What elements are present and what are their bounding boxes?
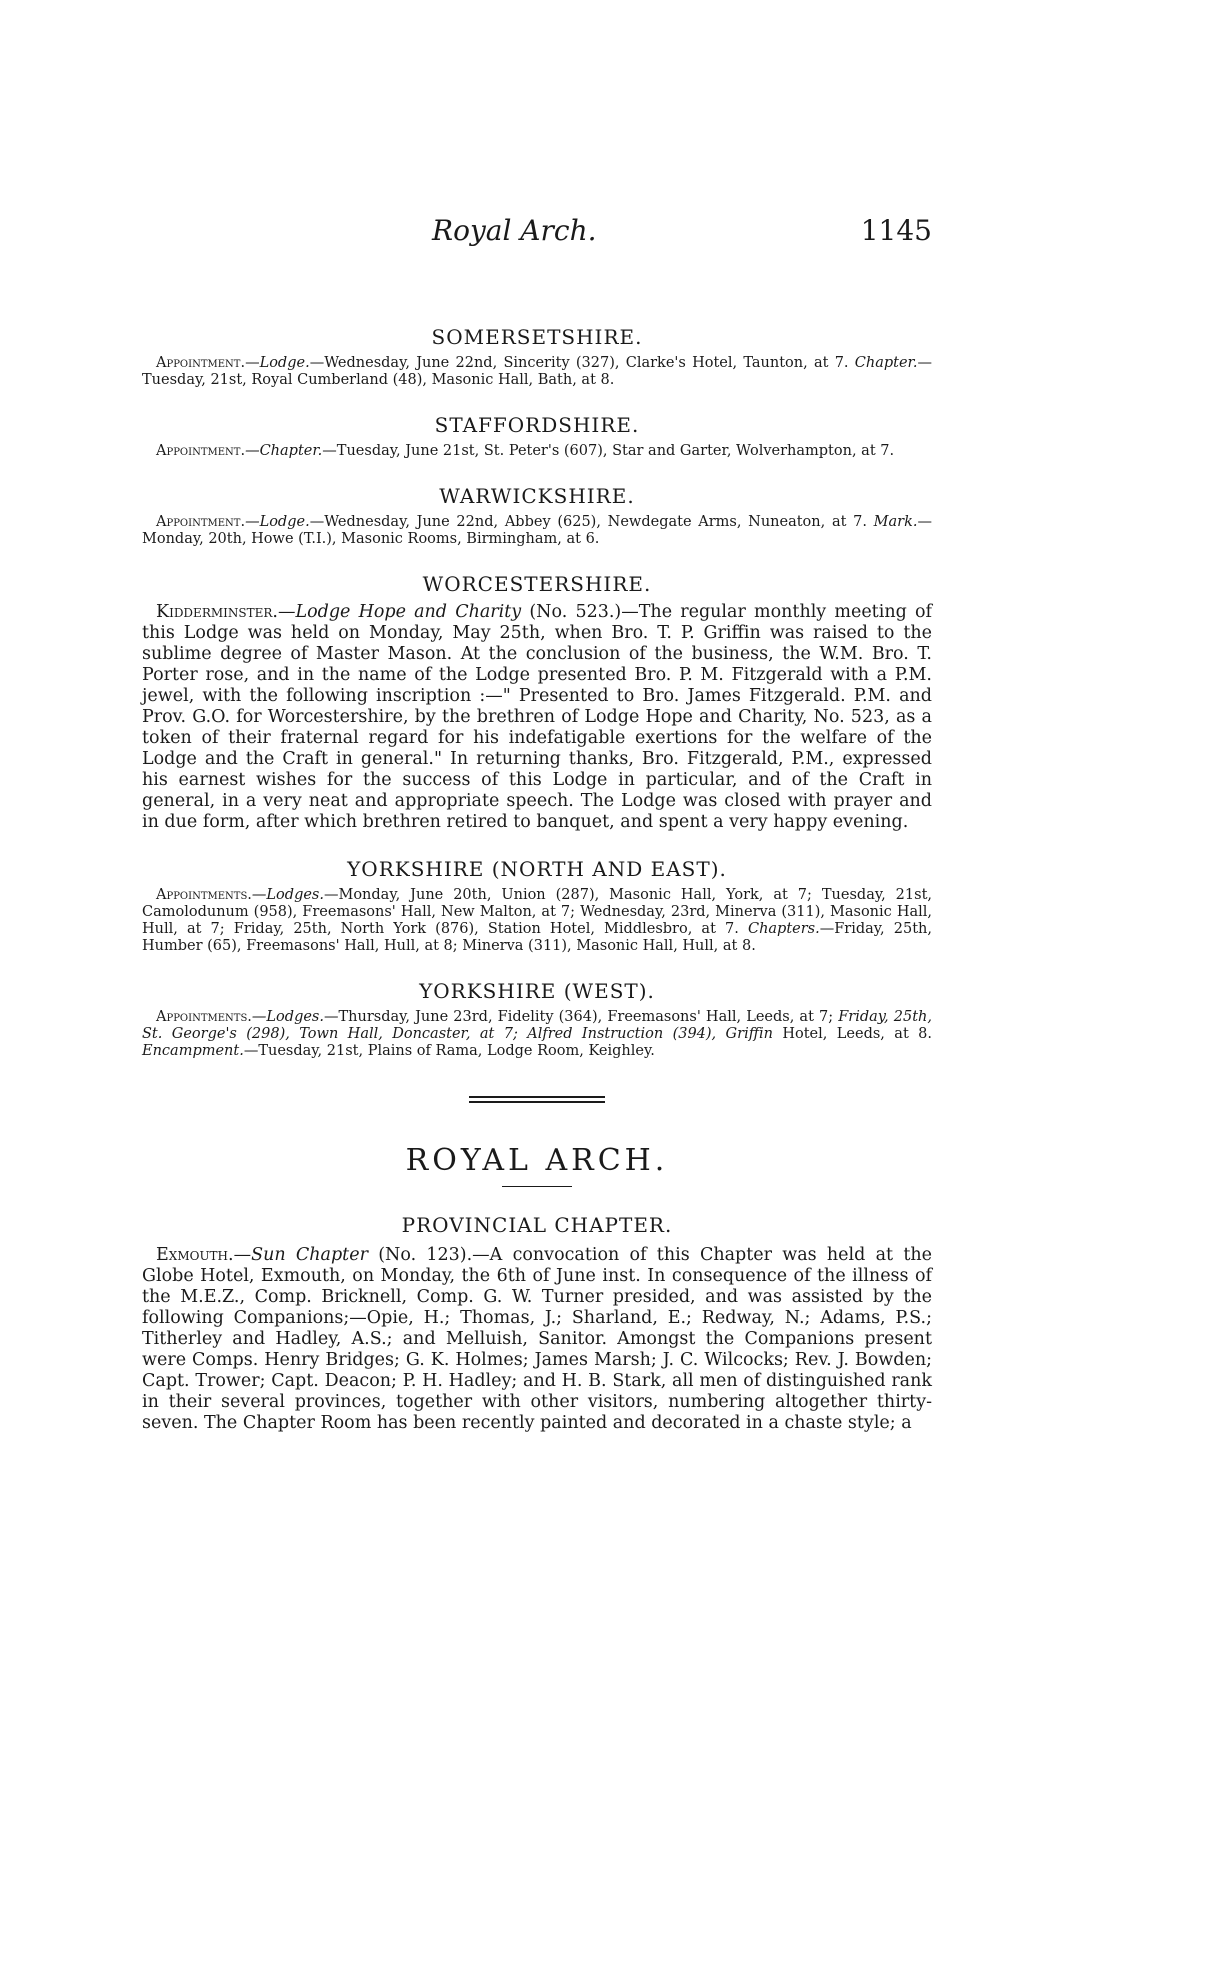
lead-word: Exmouth.	[156, 1245, 234, 1265]
lead-word: Appointments.	[156, 887, 252, 903]
italic-label: —Lodges.	[251, 1009, 324, 1025]
italic-label: —Chapter.	[245, 443, 323, 459]
divider-line	[469, 1096, 605, 1098]
paragraph-warwickshire	[142, 514, 932, 548]
paragraph-yorkshire-north-east	[142, 887, 932, 955]
running-title: Royal Arch.	[432, 214, 597, 247]
text: —Friday, 25th, Humber (65), Freemasons' Hall, Hull, at 8; Minerva (311), Masonic Hall, Hull, at 8.	[142, 921, 932, 954]
heading-royal-arch: ROYAL ARCH.	[405, 1143, 669, 1178]
italic-label: Lodge.	[259, 355, 310, 371]
heading-warwickshire: WARWICKSHIRE.	[439, 484, 635, 508]
paragraph-worcestershire	[142, 602, 932, 833]
text: —Tuesday, June 21st, St. Peter's (607), Star and Garter, Wolverhampton, at 7.	[322, 443, 895, 459]
heading-staffordshire: STAFFORDSHIRE.	[434, 413, 640, 437]
text: —Monday, 20th, Howe (T.I.), Masonic Rooms, Birmingham, at 6.	[142, 514, 932, 547]
heading-worcestershire: WORCESTERSHIRE.	[422, 572, 652, 596]
content	[142, 325, 932, 1458]
text: —Wednesday, June 22nd, Sincerity (327), Clarke's Hotel, Taunton, at 7.	[309, 355, 855, 371]
italic-label: Encampment.	[142, 1043, 244, 1059]
paragraph-staffordshire	[142, 443, 932, 460]
text: —Wednesday, June 22nd, Abbey (625), Newdegate Arms, Nuneaton, at 7.	[309, 514, 874, 530]
text: —	[245, 355, 260, 371]
text: —Tuesday, 21st, Plains of Rama, Lodge Room, Keighley.	[243, 1043, 655, 1059]
italic-text: Friday, 25th, St. George's (298), Town Hall, Doncaster, at 7; Alfred Instruction (394), Griffin	[142, 1009, 932, 1042]
heading-yorkshire-north-east: YORKSHIRE (NORTH AND EAST).	[347, 857, 727, 881]
italic-label: Mark.	[873, 514, 918, 530]
paragraph-exmouth	[142, 1245, 932, 1434]
heading-underline	[502, 1186, 572, 1187]
italic-label: —Lodges.	[251, 887, 324, 903]
heading-somersetshire: SOMERSETSHIRE.	[431, 325, 643, 349]
lead-word: Appointment.	[156, 514, 246, 530]
lead-word: Appointments.	[156, 1009, 252, 1025]
paragraph-somersetshire	[142, 355, 932, 389]
italic-label: Chapter.	[854, 355, 918, 371]
divider-line	[469, 1101, 605, 1103]
text: —Tuesday, 21st, Royal Cumberland (48), Masonic Hall, Bath, at 8.	[142, 355, 932, 388]
text: —Thursday, June 23rd, Fidelity (364), Freemasons' Hall, Leeds, at 7;	[323, 1009, 839, 1025]
text: (No. 123).—A convocation of this Chapter was held at the Globe Hotel, Exmouth, on Monday, the 6th of June inst. In consequence of the illness of the M.E.Z., Comp. Bricknell, Comp. G. W. Turner presided, and was assisted by the following Companions;—Opie, H.; Thomas, J.; Sharland, E.; Redway, N.; Adams, P.S.; Titherley and Hadley, A.S.; and Melluish, Sanitor. Amongst the Companions present were Comps. Henry Bridges; G. K. Holmes; James Marsh; J. C. Wilcocks; Rev. J. Bowden; Capt. Trower; Capt. Deacon; P. H. Hadley; and H. B. Stark, all men of distinguished rank in their several provinces, together with other visitors, numbering altogether thirty-seven. The Chapter Room has been recently painted and decorated in a chaste style; a	[142, 1245, 932, 1433]
italic-label: —Sun Chapter	[233, 1245, 368, 1265]
lead-word: Kidderminster.	[156, 602, 278, 622]
heading-provincial-chapter: PROVINCIAL CHAPTER.	[401, 1213, 673, 1237]
italic-label: —Lodge Hope and Charity	[277, 602, 522, 622]
page-number: 1145	[860, 214, 932, 247]
running-head	[142, 214, 932, 254]
text: (No. 523.)—The regular monthly meeting of this Lodge was held on Monday, May 25th, when Bro. T. P. Griffin was raised to the sublime degree of Master Mason. At the conclusion of the business, the W.M. Bro. T. Porter rose, and in the name of the Lodge presented Bro. P. M. Fitzgerald with a P.M. jewel, with the following inscription :—" Presented to Bro. James Fitzgerald. P.M. and Prov. G.O. for Worcestershire, by the brethren of Lodge Hope and Charity, No. 523, as a token of their fraternal regard for his indefatigable exertions for the welfare of the Lodge and the Craft in general." In returning thanks, Bro. Fitzgerald, P.M., expressed his earnest wishes for the success of this Lodge in particular, and of the Craft in general, in a very neat and appropriate speech. The Lodge was closed with prayer and in due form, after which brethren retired to banquet, and spent a very happy evening.	[142, 602, 932, 832]
text: —Monday, June 20th, Union (287), Masonic Hall, York, at 7; Tuesday, 21st, Camolodunum (958), Freemasons' Hall, New Malton, at 7; Wednesday, 23rd, Minerva (311), Masonic Hall, Hull, at 7; Friday, 25th, North York (876), Station Hotel, Middlesbro, at 7.	[142, 887, 932, 937]
lead-word: Appointment.	[156, 355, 246, 371]
text: Hotel, Leeds, at 8.	[772, 1026, 932, 1042]
heading-yorkshire-west: YORKSHIRE (WEST).	[419, 979, 655, 1003]
lead-word: Appointment.	[156, 443, 246, 459]
italic-label: —Lodge.	[245, 514, 310, 530]
paragraph-yorkshire-west	[142, 1009, 932, 1060]
italic-label: Chapters.	[747, 921, 820, 937]
section-divider	[469, 1096, 605, 1103]
